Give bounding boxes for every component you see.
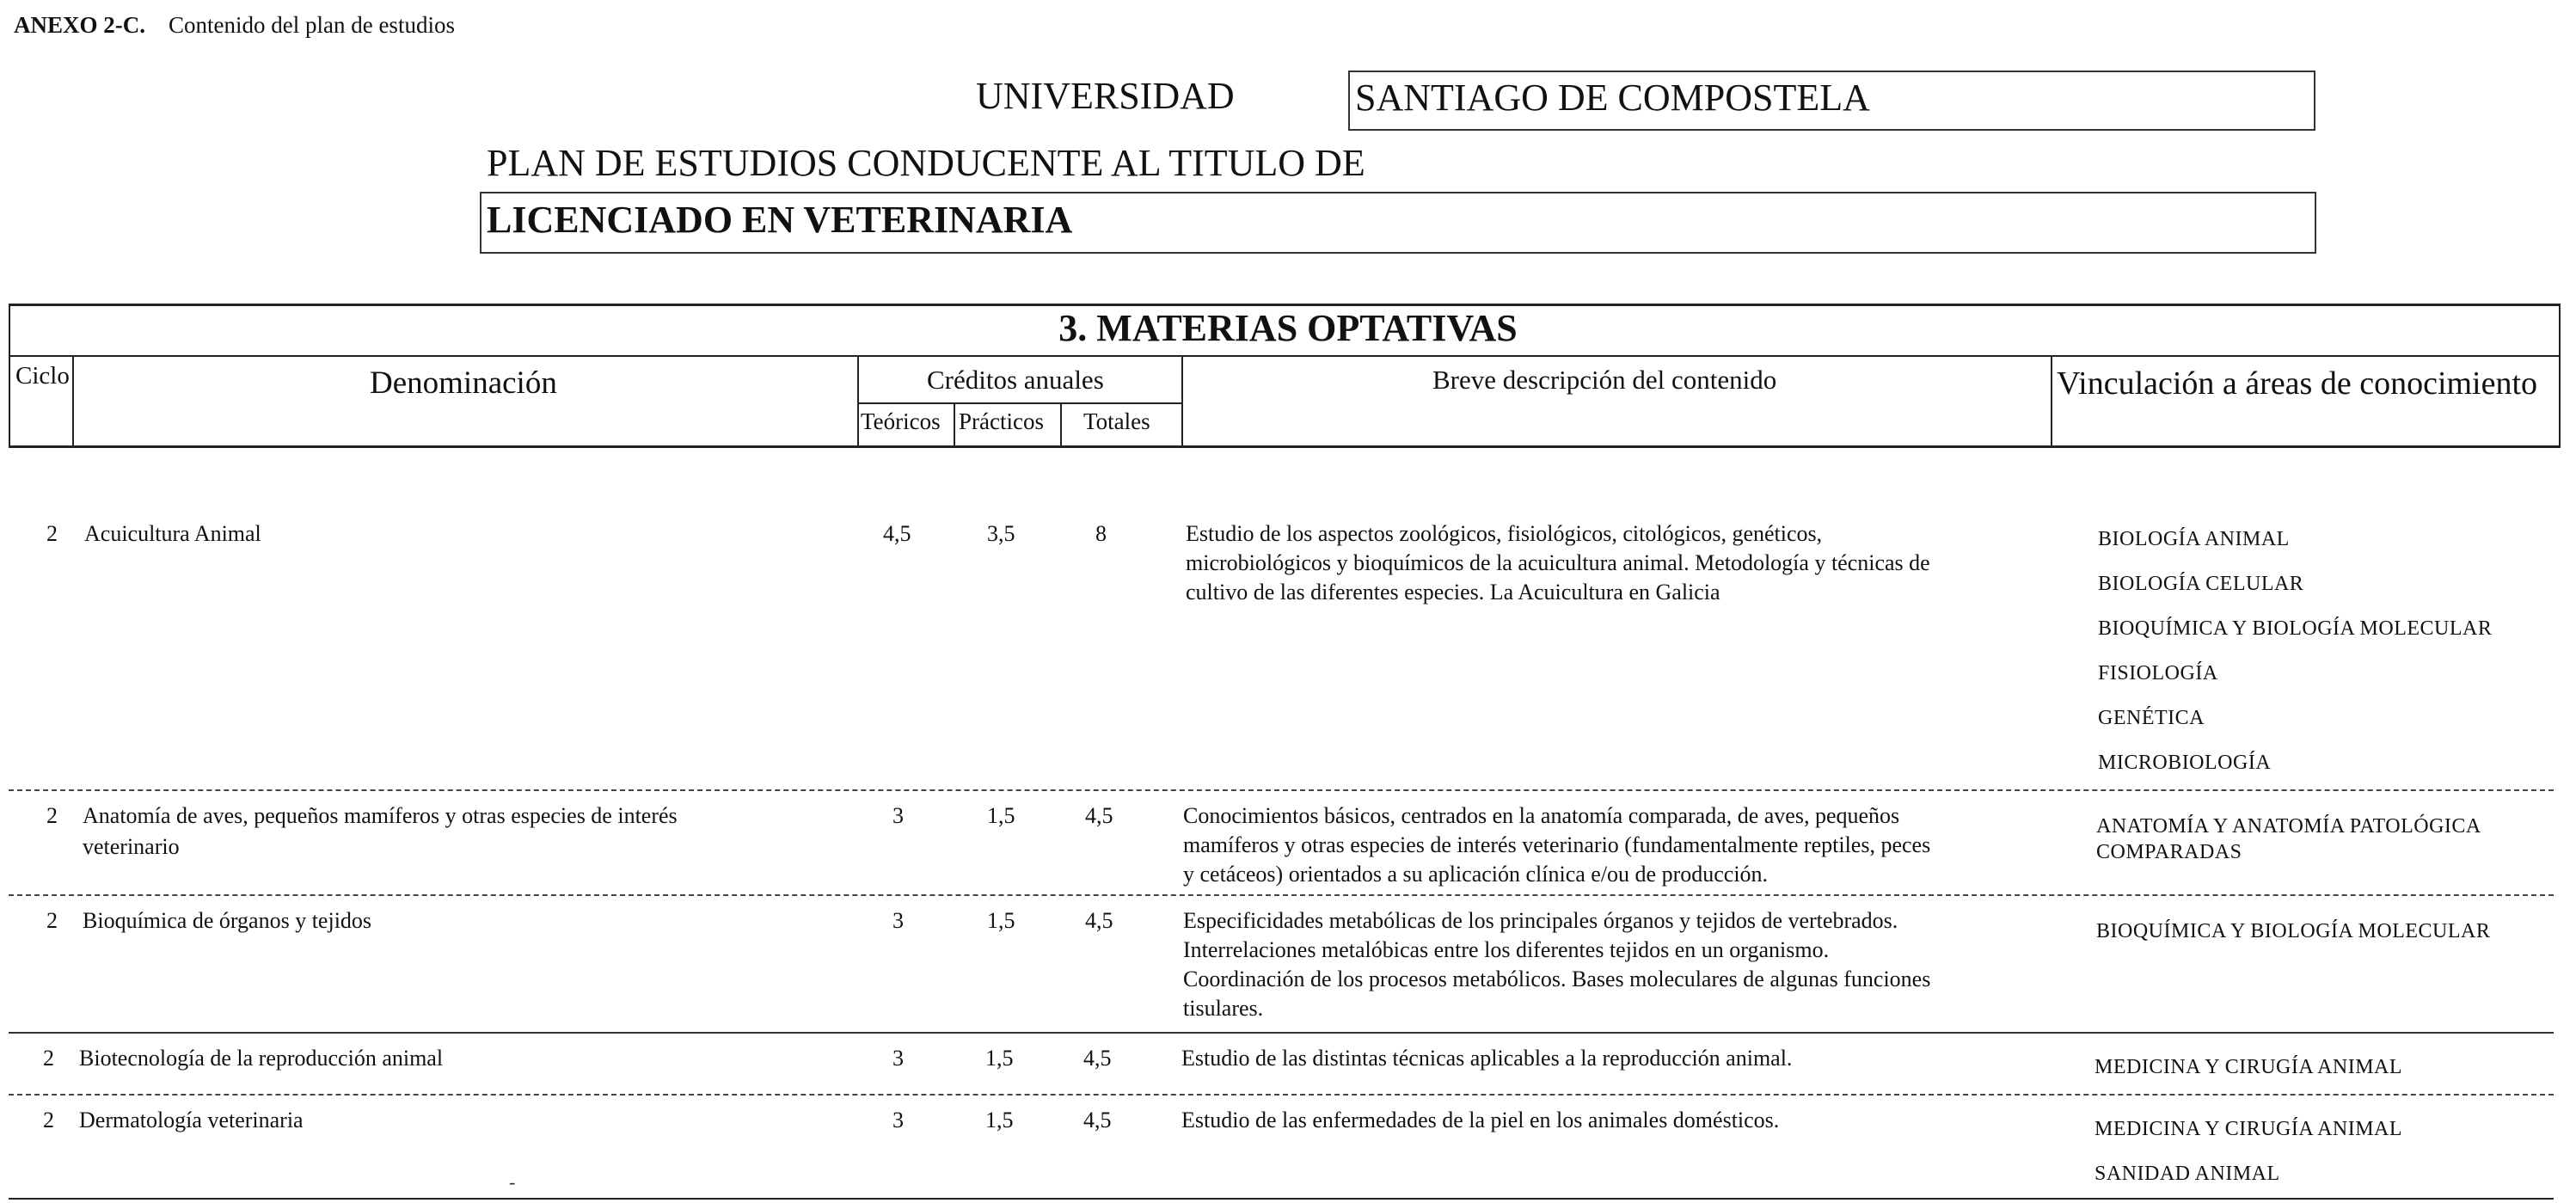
university-label: UNIVERSIDAD — [976, 75, 1235, 117]
column-header-ciclo: Ciclo — [15, 362, 70, 390]
row-desc-line: tisulares. — [1183, 996, 1264, 1021]
row-desc-line: Especificidades metabólicas de los principales órganos y tejidos de vertebrados. — [1183, 908, 1898, 933]
row-area: BIOLOGÍA CELULAR — [2098, 573, 2304, 595]
row-totales: 4,5 — [1083, 1046, 1112, 1071]
row-area: FISIOLOGÍA — [2098, 662, 2218, 684]
row-separator — [9, 789, 2554, 791]
row-totales: 4,5 — [1085, 908, 1113, 933]
col-sep-creditos — [1181, 356, 1183, 447]
row-desc-line: cultivo de las diferentes especies. La Acuicultura en Galicia — [1186, 580, 1720, 605]
row-area: GENÉTICA — [2098, 707, 2205, 729]
row-teoricos: 3 — [892, 1046, 904, 1071]
row-area: MEDICINA Y CIRUGÍA ANIMAL — [2095, 1056, 2403, 1078]
row-desc-line: microbiológicos y bioquímicos de la acuicultura animal. Metodología y técnicas de — [1186, 550, 1930, 575]
row-desc-line: Estudio de los aspectos zoológicos, fisiológicos, citológicos, genéticos, — [1186, 521, 1823, 546]
row-area: MEDICINA Y CIRUGÍA ANIMAL — [2095, 1118, 2403, 1140]
col-sep-practicos — [1060, 403, 1062, 447]
row-area: COMPARADAS — [2096, 841, 2242, 863]
row-desc-line: Conocimientos básicos, centrados en la anatomía comparada, de aves, pequeños — [1183, 803, 1900, 828]
scan-mark: - — [509, 1171, 516, 1193]
col-sep-denominacion — [857, 356, 859, 447]
col-sep-descripcion — [2051, 356, 2052, 447]
column-header-creditos: Créditos anuales — [927, 365, 1104, 395]
row-name: Anatomía de aves, pequeños mamíferos y otras especies de interés — [83, 803, 678, 828]
row-desc-line: Estudio de las enfermedades de la piel en los animales domésticos. — [1181, 1108, 1780, 1132]
row-teoricos: 3 — [892, 1108, 904, 1132]
row-practicos: 1,5 — [985, 1108, 1014, 1132]
row-ciclo: 2 — [46, 803, 58, 828]
row-totales: 4,5 — [1083, 1108, 1112, 1132]
row-practicos: 3,5 — [987, 521, 1015, 546]
row-desc-line: y cetáceos) orientados a su aplicación clínica e/ou de producción. — [1183, 862, 1769, 887]
annex-label: ANEXO 2-C. — [14, 12, 145, 38]
row-teoricos: 3 — [892, 908, 904, 933]
row-totales: 4,5 — [1085, 803, 1113, 828]
row-area: BIOLOGÍA ANIMAL — [2098, 528, 2290, 550]
row-practicos: 1,5 — [987, 908, 1015, 933]
col-sep-teoricos — [954, 403, 955, 447]
column-header-practicos: Prácticos — [959, 408, 1044, 434]
row-area: MICROBIOLOGÍA — [2098, 752, 2272, 774]
header-bottom-rule — [9, 445, 2561, 448]
row-totales: 8 — [1095, 521, 1107, 546]
column-header-vinculacion: Vinculación a áreas de conocimiento — [2057, 365, 2538, 402]
row-ciclo: 2 — [43, 1108, 54, 1132]
row-teoricos: 4,5 — [883, 521, 911, 546]
row-name: Dermatología veterinaria — [79, 1108, 304, 1132]
column-header-totales: Totales — [1083, 408, 1150, 434]
section-title-rule — [9, 355, 2561, 357]
row-separator — [9, 894, 2554, 896]
section-title: 3. MATERIAS OPTATIVAS — [1058, 307, 1518, 349]
row-desc-line: mamíferos y otras especies de interés veterinario (fundamentalmente reptiles, peces — [1183, 832, 1931, 857]
row-name: Bioquímica de órganos y tejidos — [83, 908, 372, 933]
column-header-descripcion: Breve descripción del contenido — [1432, 365, 1777, 395]
row-ciclo: 2 — [43, 1046, 54, 1071]
row-area: BIOQUÍMICA Y BIOLOGÍA MOLECULAR — [2098, 617, 2493, 640]
row-name: Acuicultura Animal — [84, 521, 261, 546]
row-desc-line: Coordinación de los procesos metabólicos. Bases moleculares de algunas funciones — [1183, 967, 1931, 991]
row-ciclo: 2 — [46, 908, 58, 933]
row-separator — [9, 1094, 2554, 1096]
row-practicos: 1,5 — [987, 803, 1015, 828]
row-area: SANIDAD ANIMAL — [2095, 1163, 2280, 1185]
annex-heading — [14, 12, 455, 39]
row-separator — [9, 1032, 2554, 1034]
row-desc-line: Estudio de las distintas técnicas aplicables a la reproducción animal. — [1181, 1046, 1793, 1071]
table-bottom-rule — [9, 1198, 2554, 1200]
column-header-denominacion: Denominación — [370, 365, 557, 401]
annex-text: Contenido del plan de estudios — [169, 12, 455, 38]
row-teoricos: 3 — [892, 803, 904, 828]
creditos-subrule — [857, 402, 1182, 404]
row-ciclo: 2 — [46, 521, 58, 546]
plan-line: PLAN DE ESTUDIOS CONDUCENTE AL TITULO DE — [487, 142, 1365, 184]
university-name-box: SANTIAGO DE COMPOSTELA — [1348, 71, 2315, 131]
row-name: veterinario — [83, 834, 180, 859]
row-name: Biotecnología de la reproducción animal — [79, 1046, 444, 1071]
column-header-teoricos: Teóricos — [861, 408, 941, 434]
row-desc-line: Interrelaciones metalóbicas entre los diferentes tejidos en un organismo. — [1183, 937, 1830, 962]
degree-title-box: LICENCIADO EN VETERINARIA — [480, 192, 2316, 254]
row-area: BIOQUÍMICA Y BIOLOGÍA MOLECULAR — [2096, 920, 2491, 942]
row-practicos: 1,5 — [985, 1046, 1014, 1071]
col-sep-ciclo — [72, 356, 74, 447]
row-area: ANATOMÍA Y ANATOMÍA PATOLÓGICA — [2096, 815, 2481, 838]
